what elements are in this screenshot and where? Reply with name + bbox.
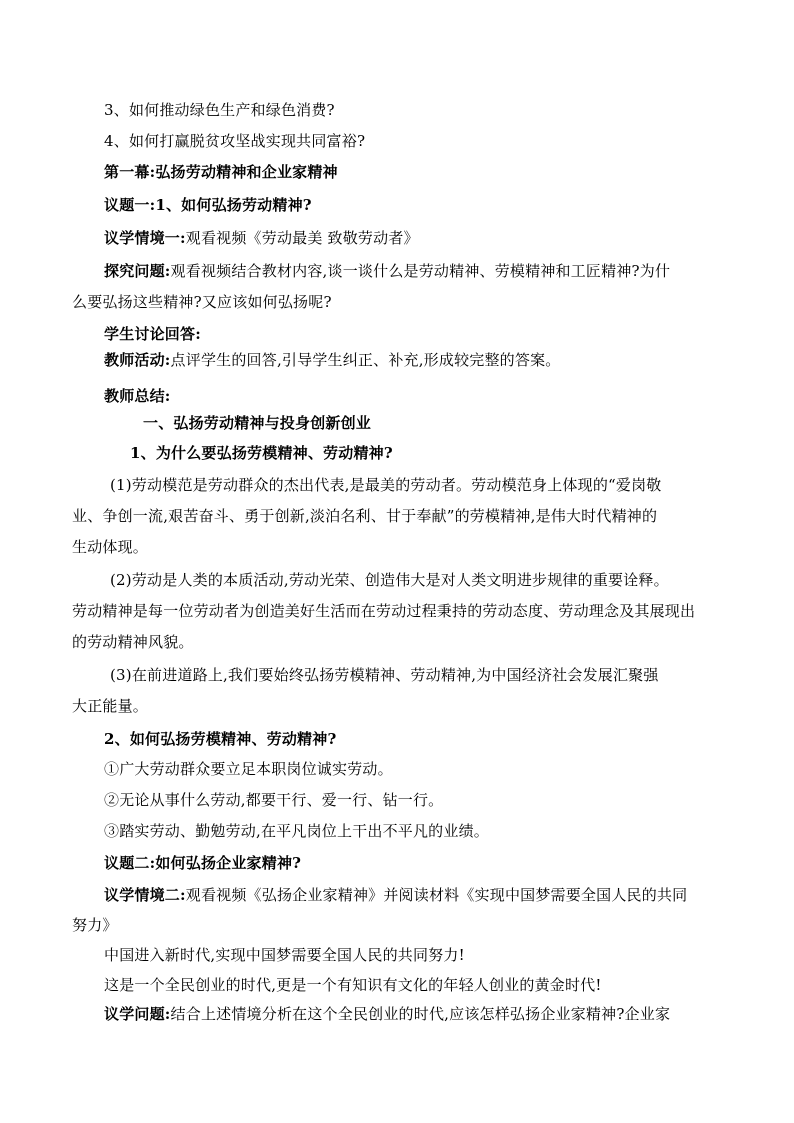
sub-heading-1: 1、为什么要弘扬劳模精神、劳动精神? bbox=[130, 444, 393, 462]
explore-text: 观看视频结合教材内容,谈一谈什么是劳动精神、劳模精神和工匠精神?为什 bbox=[170, 262, 671, 280]
para-3-line-2: 大正能量。 bbox=[72, 697, 149, 715]
para-1-line-2: 业、争创一流,艰苦奋斗、勇于创新,淡泊名利、甘于奉献”的劳模精神,是伟大时代精神的 bbox=[72, 507, 658, 525]
topic-1-heading: 议题一:1、如何弘扬劳动精神? bbox=[104, 196, 312, 214]
topic-2-heading: 议题二:如何弘扬企业家精神? bbox=[104, 854, 302, 872]
study-question-label: 议学问题: bbox=[104, 1005, 171, 1023]
teacher-summary: 教师总结: bbox=[104, 387, 171, 405]
student-discussion: 学生讨论回答: bbox=[104, 325, 201, 343]
explore-label: 探究问题: bbox=[104, 262, 171, 280]
sub-heading-2: 2、如何弘扬劳模精神、劳动精神? bbox=[104, 730, 337, 748]
section-1-heading: 一、弘扬劳动精神与投身创新创业 bbox=[143, 414, 372, 432]
list-item-1: ①广大劳动群众要立足本职岗位诚实劳动。 bbox=[104, 760, 393, 778]
question-4: 4、如何打赢脱贫攻坚战实现共同富裕? bbox=[104, 132, 366, 150]
scene-2-text: 观看视频《弘扬企业家精神》并阅读材料《实现中国梦需要全国人民的共同 bbox=[185, 886, 688, 904]
para-2-line-3: 的劳动精神风貌。 bbox=[72, 633, 194, 651]
material-line-2: 这是一个全民创业的时代,更是一个有知识有文化的年轻人创业的黄金时代! bbox=[104, 976, 602, 994]
chapter-heading: 第一幕:弘扬劳动精神和企业家精神 bbox=[104, 163, 338, 181]
para-1-line-1: (1)劳动模范是劳动群众的杰出代表,是最美的劳动者。劳动模范身上体现的“爱岗敬 bbox=[110, 476, 662, 494]
list-item-2: ②无论从事什么劳动,都要干行、爱一行、钻一行。 bbox=[104, 791, 444, 809]
scene-1-text: 观看视频《劳动最美 致敬劳动者》 bbox=[185, 229, 419, 247]
para-3-line-1: (3)在前进道路上,我们要始终弘扬劳模精神、劳动精神,为中国经济社会发展汇聚强 bbox=[110, 666, 659, 684]
scene-2-cont: 努力》 bbox=[72, 916, 118, 934]
scene-1 bbox=[104, 227, 419, 249]
study-question bbox=[104, 1003, 670, 1025]
explore-question-cont: 么要弘扬这些精神?又应该如何弘扬呢? bbox=[72, 293, 332, 311]
study-question-text: 结合上述情境分析在这个全民创业的时代,应该怎样弘扬企业家精神?企业家 bbox=[170, 1005, 671, 1023]
explore-question bbox=[104, 260, 670, 282]
scene-1-label: 议学情境一: bbox=[104, 229, 186, 247]
scene-2 bbox=[104, 884, 687, 906]
scene-2-label: 议学情境二: bbox=[104, 886, 186, 904]
list-item-3: ③踏实劳动、勤勉劳动,在平凡岗位上干出不平凡的业绩。 bbox=[104, 822, 489, 840]
teacher-activity bbox=[104, 349, 561, 371]
question-3: 3、如何推动绿色生产和绿色消费? bbox=[104, 101, 335, 119]
teacher-text: 点评学生的回答,引导学生纠正、补充,形成较完整的答案。 bbox=[170, 351, 561, 369]
para-2-line-1: (2)劳动是人类的本质活动,劳动光荣、创造伟大是对人类文明进步规律的重要诠释。 bbox=[110, 571, 669, 589]
para-2-line-2: 劳动精神是每一位劳动者为创造美好生活而在劳动过程秉持的劳动态度、劳动理念及其展现出 bbox=[72, 602, 696, 620]
para-1-line-3: 生动体现。 bbox=[72, 538, 149, 556]
teacher-label: 教师活动: bbox=[104, 351, 171, 369]
material-line-1: 中国进入新时代,实现中国梦需要全国人民的共同努力! bbox=[104, 946, 465, 964]
